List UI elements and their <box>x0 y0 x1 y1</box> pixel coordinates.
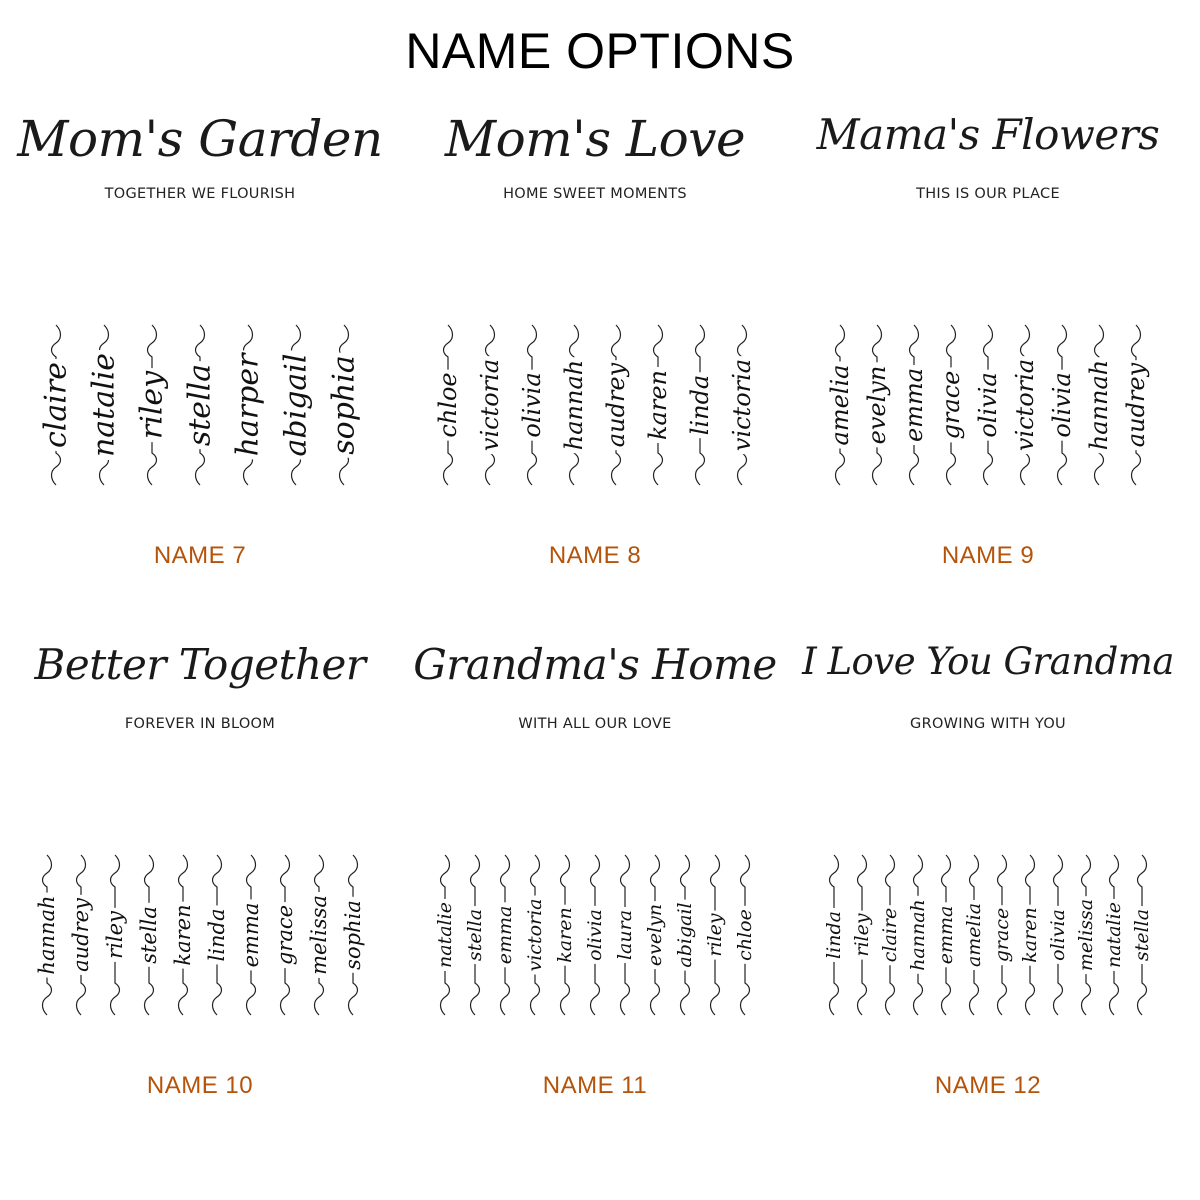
name-text: claire <box>39 359 74 451</box>
design-subtitle: THIS IS OUR PLACE <box>916 186 1060 202</box>
name-item <box>820 855 848 1015</box>
design-subtitle: WITH ALL OUR LOVE <box>518 716 672 732</box>
names-row <box>798 325 1178 485</box>
name-item <box>822 325 859 485</box>
name-item <box>1016 855 1044 1015</box>
name-item <box>700 855 730 1015</box>
name-item <box>679 325 721 485</box>
name-text: abigail <box>674 899 696 970</box>
option-panel-name-11[interactable] <box>405 640 785 1200</box>
name-item <box>580 855 610 1015</box>
option-panel-name-10[interactable] <box>10 640 390 1200</box>
name-text: emma <box>900 365 928 445</box>
name-text: natalie <box>434 899 456 971</box>
name-text: victoria <box>728 356 756 454</box>
name-item <box>550 855 580 1015</box>
name-item <box>166 855 200 1015</box>
name-text: chloe <box>734 906 756 964</box>
name-item <box>268 855 302 1015</box>
name-item <box>848 855 876 1015</box>
design-title: I Love You Grandma <box>802 640 1174 683</box>
name-item <box>320 325 368 485</box>
name-text: grace <box>937 368 965 443</box>
name-text: stella <box>1131 906 1153 964</box>
name-item <box>933 325 970 485</box>
name-item <box>1007 325 1044 485</box>
name-text: grace <box>991 905 1013 965</box>
name-text: riley <box>704 910 726 959</box>
name-item <box>932 855 960 1015</box>
option-label: NAME 8 <box>548 542 642 569</box>
names-row <box>10 855 390 1015</box>
name-text: olivia <box>974 369 1002 440</box>
name-text: olivia <box>518 369 546 440</box>
name-text: olivia <box>584 906 606 964</box>
name-text: emma <box>935 903 957 968</box>
name-item <box>520 855 550 1015</box>
name-item <box>511 325 553 485</box>
name-text: linda <box>205 906 229 965</box>
name-text: amelia <box>963 900 985 970</box>
design-title: Mama's Flowers <box>816 110 1160 159</box>
name-item <box>896 325 933 485</box>
name-text: stella <box>137 903 161 967</box>
name-item <box>637 325 679 485</box>
name-item <box>336 855 370 1015</box>
names-row <box>10 325 390 485</box>
page-title: NAME OPTIONS <box>405 23 795 79</box>
name-text: linda <box>686 372 714 438</box>
design-title: Mom's Love <box>444 110 746 168</box>
option-panel-name-9[interactable] <box>798 110 1178 670</box>
name-text: natalie <box>87 350 122 460</box>
design-title: Better Together <box>34 640 366 689</box>
name-item <box>1128 855 1156 1015</box>
name-item <box>469 325 511 485</box>
name-item <box>128 325 176 485</box>
option-label: NAME 9 <box>941 542 1035 569</box>
name-item <box>32 325 80 485</box>
name-text: evelyn <box>644 901 666 969</box>
name-text: audrey <box>1122 360 1150 450</box>
name-item <box>80 325 128 485</box>
name-text: victoria <box>524 895 546 974</box>
option-label: NAME 11 <box>542 1072 648 1099</box>
design-title: Mom's Garden <box>17 110 383 168</box>
name-text: amelia <box>826 362 854 449</box>
name-text: olivia <box>1047 906 1069 964</box>
name-item <box>960 855 988 1015</box>
name-text: audrey <box>69 895 93 975</box>
name-text: claire <box>879 905 901 965</box>
name-item <box>730 855 760 1015</box>
option-panel-name-12[interactable] <box>798 640 1178 1200</box>
name-item <box>1044 855 1072 1015</box>
names-row <box>405 325 785 485</box>
option-label: NAME 12 <box>934 1072 1042 1099</box>
name-text: victoria <box>476 356 504 454</box>
name-item <box>988 855 1016 1015</box>
name-item <box>30 855 64 1015</box>
option-label: NAME 10 <box>146 1072 254 1099</box>
name-text: melissa <box>307 892 331 978</box>
name-item <box>970 325 1007 485</box>
name-item <box>595 325 637 485</box>
design-subtitle: TOGETHER WE FLOURISH <box>104 186 296 202</box>
name-item <box>1100 855 1128 1015</box>
name-text: sophia <box>327 352 362 457</box>
option-label: NAME 7 <box>153 542 247 569</box>
name-text: hannah <box>560 357 588 453</box>
name-item <box>234 855 268 1015</box>
name-item <box>176 325 224 485</box>
name-text: hannah <box>35 892 59 977</box>
name-text: abigail <box>279 351 314 460</box>
name-text: karen <box>171 901 195 968</box>
name-text: riley <box>135 368 170 442</box>
name-text: chloe <box>434 369 462 440</box>
name-text: olivia <box>1048 369 1076 440</box>
design-subtitle: FOREVER IN BLOOM <box>124 716 276 732</box>
name-text: evelyn <box>863 363 891 448</box>
name-item <box>224 325 272 485</box>
name-item <box>876 855 904 1015</box>
option-panel-name-8[interactable] <box>405 110 785 670</box>
name-item <box>1044 325 1081 485</box>
name-text: melissa <box>1075 896 1097 974</box>
name-item <box>670 855 700 1015</box>
name-item <box>98 855 132 1015</box>
name-text: grace <box>273 902 297 968</box>
name-text: emma <box>494 903 516 968</box>
name-text: karen <box>644 367 672 443</box>
design-subtitle: GROWING WITH YOU <box>910 716 1066 732</box>
name-text: stella <box>464 906 486 964</box>
name-item <box>904 855 932 1015</box>
name-text: sophia <box>341 897 365 973</box>
names-row <box>405 855 785 1015</box>
name-item <box>64 855 98 1015</box>
name-item <box>272 325 320 485</box>
name-item <box>553 325 595 485</box>
name-text: harper <box>231 351 266 460</box>
name-item <box>427 325 469 485</box>
name-text: riley <box>103 908 127 962</box>
name-text: natalie <box>1103 899 1125 971</box>
name-text: hannah <box>907 896 929 974</box>
name-text: linda <box>823 908 845 962</box>
name-item <box>200 855 234 1015</box>
name-text: stella <box>183 361 218 449</box>
names-row <box>798 855 1178 1015</box>
name-text: karen <box>554 904 576 965</box>
name-item <box>430 855 460 1015</box>
name-text: laura <box>614 907 636 963</box>
name-item <box>1072 855 1100 1015</box>
name-text: victoria <box>1011 356 1039 454</box>
name-item <box>132 855 166 1015</box>
name-item <box>721 325 763 485</box>
name-item <box>302 855 336 1015</box>
name-item <box>460 855 490 1015</box>
name-text: hannah <box>1085 357 1113 453</box>
name-text: audrey <box>602 360 630 450</box>
name-text: karen <box>1019 904 1041 965</box>
name-item <box>490 855 520 1015</box>
design-title: Grandma's Home <box>413 640 777 689</box>
name-item <box>610 855 640 1015</box>
name-item <box>1081 325 1118 485</box>
option-panel-name-7[interactable] <box>10 110 390 670</box>
name-item <box>859 325 896 485</box>
name-text: riley <box>851 910 873 959</box>
design-subtitle: HOME SWEET MOMENTS <box>503 186 687 202</box>
name-item <box>1118 325 1155 485</box>
name-item <box>640 855 670 1015</box>
name-text: emma <box>239 900 263 971</box>
